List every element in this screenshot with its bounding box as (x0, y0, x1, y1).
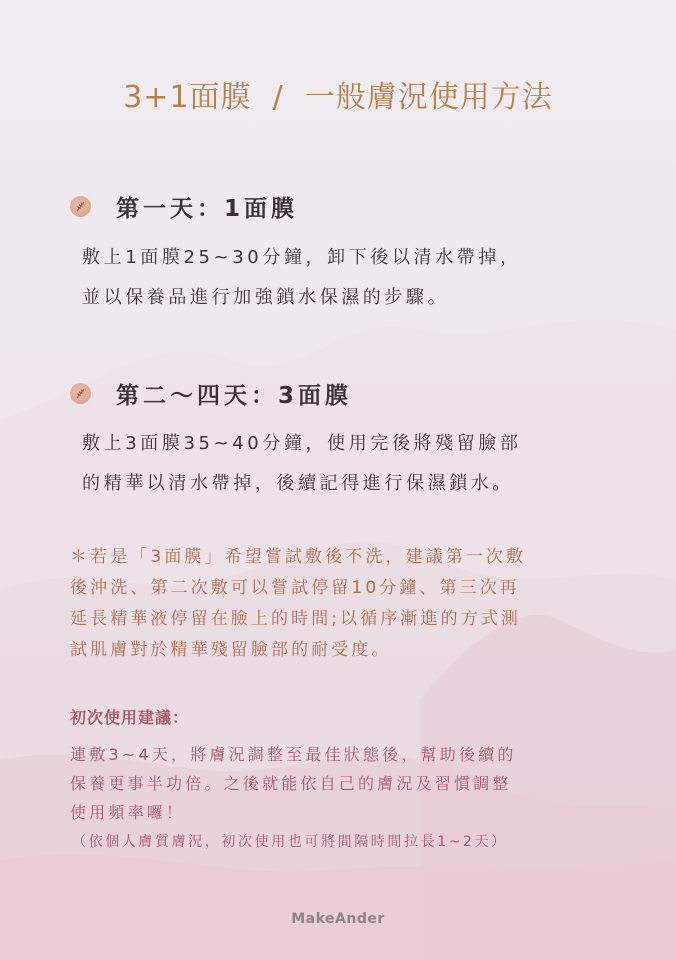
tips-text (70, 740, 620, 827)
brand-logo: MakeAnder (291, 911, 385, 927)
text-line: 並以保養品進行加強鎖水保濕的步驟。 (82, 287, 450, 308)
note-line: 延長精華液停留在臉上的時間;以循序漸進的方式測 (70, 609, 522, 629)
text-line: 的精華以清水帶掉，後續記得進行保濕鎖水。 (82, 473, 514, 494)
text-line: 敷上1面膜25~30分鐘，卸下後以清水帶掉， (82, 247, 522, 268)
tips-line: 使用頻率囉！ (70, 803, 186, 822)
note-block (70, 542, 620, 666)
tips-heading: 初次使用建議： (70, 708, 190, 727)
section-day2-4-header (70, 377, 352, 410)
note-line: 試肌膚對於精華殘留臉部的耐受度。 (70, 640, 392, 660)
leaf-sprig-icon (70, 196, 91, 217)
tips-line: 連敷3~4天，將膚況調整至最佳狀態後，幫助後續的 (70, 745, 517, 764)
section-day1-title: 第一天：1面膜 (116, 196, 299, 222)
page-title: 3+1面膜 / 一般膚況使用方法 (123, 80, 553, 115)
section-day2-4-title: 第二～四天：3面膜 (116, 383, 353, 409)
section-day1-text (82, 238, 622, 318)
note-line: ＊若是「3面膜」希望嘗試敷後不洗，建議第一次敷 (70, 547, 527, 567)
leaf-sprig-icon (70, 383, 91, 404)
tips-line: 保養更事半功倍。之後就能依自己的膚況及習慣調整 (70, 774, 512, 793)
tips-footnote: （依個人膚質膚況，初次使用也可將間隔時間拉長1~2天） (72, 834, 508, 850)
text-line: 敷上3面膜35~40分鐘，使用完後將殘留臉部 (82, 433, 522, 454)
section-day2-4-text (82, 424, 622, 504)
section-day1-header (70, 190, 298, 223)
note-line: 後沖洗、第二次敷可以嘗試停留10分鐘、第三次再 (70, 578, 520, 598)
